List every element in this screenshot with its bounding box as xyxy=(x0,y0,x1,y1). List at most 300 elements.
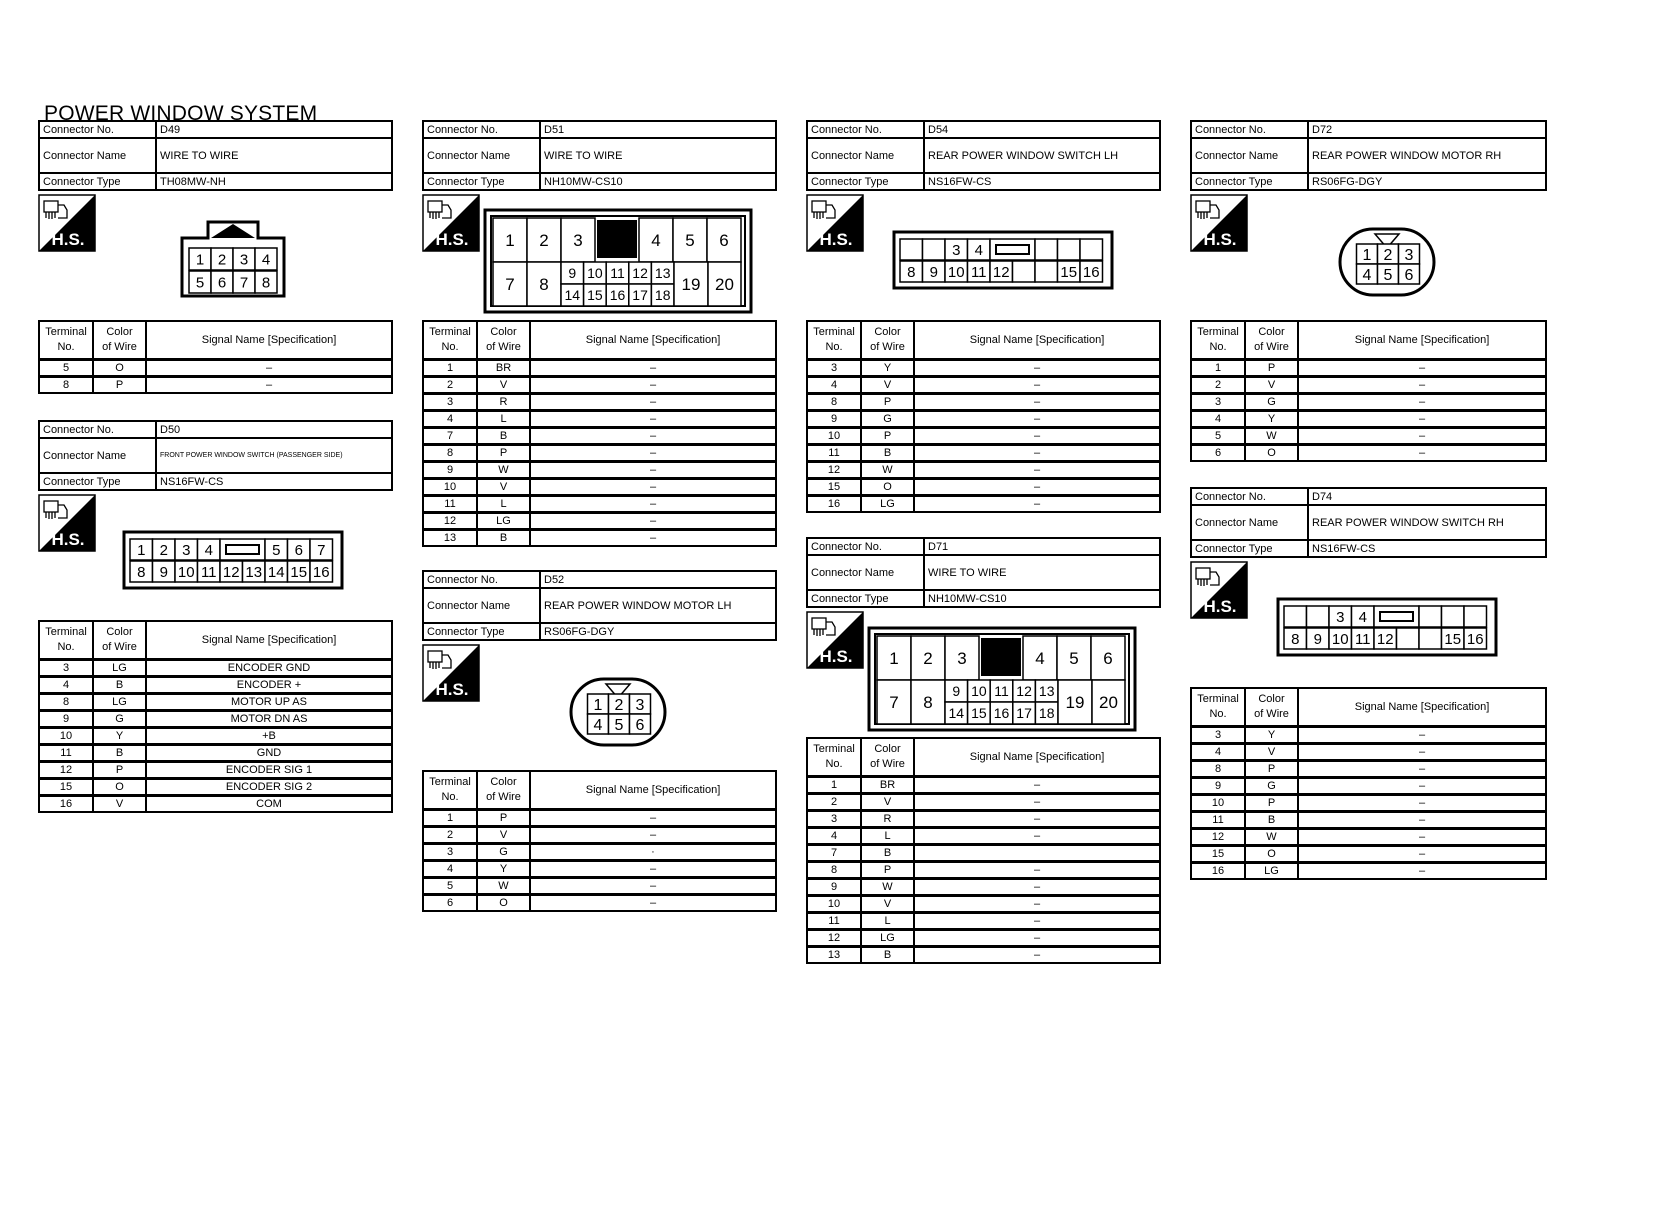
pin-number: 19 xyxy=(681,275,701,295)
pin-number: 14 xyxy=(564,287,581,304)
terminal-no: 10 xyxy=(807,428,861,445)
table-header-row xyxy=(1191,688,1546,727)
signal-name: – xyxy=(1298,795,1546,812)
signal-name-header: Signal Name [Specification] xyxy=(1298,688,1546,727)
connector-type-label: Connector Type xyxy=(39,173,156,190)
pin-number: 11 xyxy=(610,265,625,282)
pin-number: 9 xyxy=(568,265,577,282)
pin-number: 16 xyxy=(993,705,1010,722)
signal-name: – xyxy=(146,360,392,377)
pin-number: 2 xyxy=(1383,246,1393,264)
table-row xyxy=(1191,744,1546,761)
wire-color: Y xyxy=(1245,727,1298,744)
connector-face-D72 xyxy=(1337,226,1437,298)
terminal-no: 2 xyxy=(807,794,861,811)
terminal-no: 8 xyxy=(39,377,93,394)
pin-cavity xyxy=(1035,239,1058,260)
terminal-no: 8 xyxy=(39,694,93,711)
pin-number: 3 xyxy=(1336,608,1345,626)
color-of-wire-header: Color of Wire xyxy=(477,321,530,360)
pin-number: 1 xyxy=(593,696,603,714)
signal-name: ENCODER SIG 2 xyxy=(146,779,392,796)
table-row xyxy=(807,845,1160,862)
table-row xyxy=(1191,445,1546,462)
connector-face-D71 xyxy=(867,626,1137,732)
pin-number: 20 xyxy=(715,275,734,295)
wire-color: P xyxy=(1245,795,1298,812)
terminal-no: 13 xyxy=(423,530,477,547)
signal-name: ENCODER SIG 1 xyxy=(146,762,392,779)
signal-name: – xyxy=(1298,846,1546,863)
color-of-wire-header: Color of Wire xyxy=(1245,321,1298,360)
pin-number: 15 xyxy=(290,563,308,581)
signal-name: – xyxy=(914,828,1160,845)
table-row xyxy=(1191,778,1546,795)
wire-color: P xyxy=(93,762,146,779)
pin-number: 16 xyxy=(1082,263,1100,281)
pin-number: 6 xyxy=(635,716,645,734)
pin-number: 5 xyxy=(614,716,624,734)
terminal-no: 4 xyxy=(1191,744,1245,761)
pin-cavity xyxy=(1307,606,1330,627)
wire-color: O xyxy=(1245,846,1298,863)
pin-number: 16 xyxy=(312,563,330,581)
table-row xyxy=(807,777,1160,794)
terminal-table-D54 xyxy=(806,320,1161,513)
wire-color: G xyxy=(477,844,530,861)
terminal-no-header: Terminal No. xyxy=(1191,688,1245,727)
table-row xyxy=(423,878,776,895)
signal-name: COM xyxy=(146,796,392,813)
terminal-no: 16 xyxy=(39,796,93,813)
connector-face-D50 xyxy=(122,530,344,590)
pin-cavity xyxy=(1419,606,1442,627)
connector-name-value: FRONT POWER WINDOW SWITCH (PASSENGER SIDE) xyxy=(156,438,392,473)
connector-type-label: Connector Type xyxy=(39,473,156,490)
pin-cavity xyxy=(1013,261,1036,282)
pin-number: 11 xyxy=(200,563,217,581)
wire-color: Y xyxy=(861,360,914,377)
pin-number: 9 xyxy=(1313,630,1322,648)
pin-number: 1 xyxy=(889,649,899,669)
terminal-no: 11 xyxy=(423,496,477,513)
terminal-no: 5 xyxy=(39,360,93,377)
signal-name: – xyxy=(914,377,1160,394)
terminal-table-D71 xyxy=(806,737,1161,964)
pin-number: 2 xyxy=(159,541,168,559)
table-row xyxy=(39,728,392,745)
terminal-no: 9 xyxy=(807,411,861,428)
terminal-no: 10 xyxy=(423,479,477,496)
wire-color: V xyxy=(93,796,146,813)
connector-type-value: RS06FG-DGY xyxy=(1308,173,1546,190)
pin-number: 4 xyxy=(1035,649,1045,669)
terminal-no: 12 xyxy=(807,930,861,947)
signal-name-header: Signal Name [Specification] xyxy=(914,321,1160,360)
terminal-no: 1 xyxy=(807,777,861,794)
key-slot xyxy=(226,545,259,554)
wire-color: LG xyxy=(93,694,146,711)
wire-color: LG xyxy=(477,513,530,530)
connector-type-label: Connector Type xyxy=(1191,173,1308,190)
wire-color: LG xyxy=(93,660,146,677)
signal-name: +B xyxy=(146,728,392,745)
connector-header-D52 xyxy=(422,570,777,641)
terminal-no-header: Terminal No. xyxy=(423,321,477,360)
pin-number: 8 xyxy=(923,693,933,713)
table-row xyxy=(807,360,1160,377)
table-row xyxy=(39,745,392,762)
connector-no-value: D49 xyxy=(156,121,392,138)
pin-number: 14 xyxy=(267,563,285,581)
table-header-row xyxy=(423,321,776,360)
signal-name: – xyxy=(914,496,1160,513)
signal-name: – xyxy=(914,394,1160,411)
terminal-no: 7 xyxy=(423,428,477,445)
table-row xyxy=(423,360,776,377)
signal-name: – xyxy=(530,878,776,895)
pin-number: 1 xyxy=(505,231,515,251)
wire-color: P xyxy=(1245,360,1298,377)
signal-name: – xyxy=(530,810,776,827)
terminal-no: 15 xyxy=(807,479,861,496)
color-of-wire-header: Color of Wire xyxy=(93,321,146,360)
terminal-table-D50 xyxy=(38,620,393,813)
pin-number: 11 xyxy=(1354,630,1371,648)
terminal-no: 8 xyxy=(807,862,861,879)
terminal-no: 11 xyxy=(807,913,861,930)
wire-color: V xyxy=(477,377,530,394)
table-row xyxy=(1191,360,1546,377)
signal-name: – xyxy=(914,428,1160,445)
pin-number: 8 xyxy=(907,263,916,281)
terminal-no: 8 xyxy=(423,445,477,462)
terminal-no: 10 xyxy=(807,896,861,913)
terminal-no: 5 xyxy=(423,878,477,895)
table-row xyxy=(1191,761,1546,778)
wire-color: P xyxy=(861,394,914,411)
connector-face-D52 xyxy=(568,676,668,748)
pin-number: 18 xyxy=(654,287,671,304)
terminal-no: 4 xyxy=(423,861,477,878)
pin-number: 3 xyxy=(635,696,645,714)
terminal-no: 13 xyxy=(807,947,861,964)
pin-number: 3 xyxy=(573,231,583,251)
signal-name-header: Signal Name [Specification] xyxy=(530,771,776,810)
wire-color: L xyxy=(477,411,530,428)
wire-color: O xyxy=(477,895,530,912)
pin-number: 12 xyxy=(1016,683,1032,700)
wire-color: G xyxy=(1245,394,1298,411)
pin-cavity xyxy=(1284,606,1307,627)
pin-number: 4 xyxy=(1362,266,1372,284)
connector-type-label: Connector Type xyxy=(807,590,924,607)
connector-no-label: Connector No. xyxy=(1191,121,1308,138)
table-row xyxy=(423,827,776,844)
terminal-no: 12 xyxy=(423,513,477,530)
table-row xyxy=(423,462,776,479)
terminal-no: 16 xyxy=(807,496,861,513)
wire-color: V xyxy=(861,794,914,811)
pin-number: 7 xyxy=(317,541,326,559)
pin-number: 4 xyxy=(1358,608,1367,626)
connector-name-value: WIRE TO WIRE xyxy=(156,138,392,173)
table-row xyxy=(39,660,392,677)
connector-name-value: REAR POWER WINDOW SWITCH RH xyxy=(1308,505,1546,540)
pin-number: 3 xyxy=(952,241,961,259)
table-header-row xyxy=(39,621,392,660)
terminal-no: 4 xyxy=(807,377,861,394)
connector-face-D51 xyxy=(483,208,753,314)
signal-name xyxy=(914,845,1160,862)
wire-color: BR xyxy=(477,360,530,377)
pin-number: 13 xyxy=(245,563,263,581)
terminal-no: 3 xyxy=(1191,394,1245,411)
signal-name-header: Signal Name [Specification] xyxy=(1298,321,1546,360)
signal-name: – xyxy=(530,445,776,462)
table-row xyxy=(39,762,392,779)
pin-cavity xyxy=(1397,628,1420,649)
signal-name: – xyxy=(914,947,1160,964)
wire-color: W xyxy=(477,462,530,479)
table-row xyxy=(423,810,776,827)
pin-number: 10 xyxy=(587,265,603,282)
key-block xyxy=(981,638,1021,676)
wire-color: B xyxy=(1245,812,1298,829)
pin-number: 13 xyxy=(1038,683,1055,700)
connector-no-label: Connector No. xyxy=(39,121,156,138)
table-row xyxy=(1191,846,1546,863)
connector-no-value: D51 xyxy=(540,121,776,138)
table-row xyxy=(1191,727,1546,744)
pin-number: 3 xyxy=(182,541,191,559)
pin-number: 9 xyxy=(929,263,938,281)
color-of-wire-header: Color of Wire xyxy=(93,621,146,660)
signal-name: – xyxy=(1298,778,1546,795)
pin-number: 5 xyxy=(272,541,281,559)
signal-name: – xyxy=(1298,377,1546,394)
table-row xyxy=(39,796,392,813)
terminal-no: 12 xyxy=(1191,829,1245,846)
pin-number: 18 xyxy=(1038,705,1055,722)
harness-side-icon xyxy=(422,644,480,702)
signal-name: – xyxy=(146,377,392,394)
pin-number: 13 xyxy=(654,265,671,282)
connector-name-value: REAR POWER WINDOW SWITCH LH xyxy=(924,138,1160,173)
wire-color: W xyxy=(477,878,530,895)
signal-name: ENCODER + xyxy=(146,677,392,694)
terminal-no: 10 xyxy=(1191,795,1245,812)
table-row xyxy=(423,844,776,861)
pin-cavity xyxy=(900,239,923,260)
pin-number: 1 xyxy=(1362,246,1372,264)
pin-number: 2 xyxy=(923,649,933,669)
pin-number: 10 xyxy=(177,563,195,581)
pin-number: 5 xyxy=(195,274,205,292)
signal-name: GND xyxy=(146,745,392,762)
wire-color: B xyxy=(477,530,530,547)
wire-color: Y xyxy=(1245,411,1298,428)
signal-name: MOTOR DN AS xyxy=(146,711,392,728)
pin-number: 8 xyxy=(261,274,271,292)
connector-face-D54 xyxy=(892,230,1114,290)
terminal-no: 4 xyxy=(1191,411,1245,428)
table-row xyxy=(39,711,392,728)
wire-color: LG xyxy=(861,930,914,947)
terminal-no: 2 xyxy=(423,377,477,394)
signal-name: – xyxy=(914,445,1160,462)
page-title: POWER WINDOW SYSTEM xyxy=(44,102,318,125)
pin-number: 12 xyxy=(992,263,1010,281)
connector-type-value: NS16FW-CS xyxy=(924,173,1160,190)
signal-name: – xyxy=(1298,360,1546,377)
signal-name: – xyxy=(914,930,1160,947)
connector-name-label: Connector Name xyxy=(423,588,540,623)
table-row xyxy=(807,428,1160,445)
pin-number: 3 xyxy=(957,649,967,669)
signal-name: – xyxy=(530,394,776,411)
pin-number: 8 xyxy=(1291,630,1300,648)
signal-name: – xyxy=(530,479,776,496)
connector-header-D50 xyxy=(38,420,393,491)
table-row xyxy=(807,496,1160,513)
signal-name: – xyxy=(530,496,776,513)
pin-cavity xyxy=(1080,239,1103,260)
terminal-no: 5 xyxy=(1191,428,1245,445)
table-row xyxy=(423,530,776,547)
table-row xyxy=(423,411,776,428)
table-row xyxy=(423,377,776,394)
connector-header-D71 xyxy=(806,537,1161,608)
terminal-no: 8 xyxy=(807,394,861,411)
table-row xyxy=(1191,411,1546,428)
wire-color: Y xyxy=(93,728,146,745)
terminal-no: 11 xyxy=(1191,812,1245,829)
terminal-no: 3 xyxy=(1191,727,1245,744)
terminal-no-header: Terminal No. xyxy=(1191,321,1245,360)
table-row xyxy=(39,360,392,377)
pin-number: 17 xyxy=(1016,705,1032,722)
pin-number: 6 xyxy=(294,541,303,559)
color-of-wire-header: Color of Wire xyxy=(861,738,914,777)
pin-number: 12 xyxy=(222,563,240,581)
wire-color: O xyxy=(93,360,146,377)
terminal-table-D52 xyxy=(422,770,777,912)
connector-type-value: NH10MW-CS10 xyxy=(924,590,1160,607)
connector-name-value: WIRE TO WIRE xyxy=(924,555,1160,590)
color-of-wire-header: Color of Wire xyxy=(861,321,914,360)
pin-number: 4 xyxy=(204,541,213,559)
pin-number: 15 xyxy=(971,705,987,722)
wire-color: V xyxy=(1245,377,1298,394)
wire-color: B xyxy=(861,845,914,862)
signal-name-header: Signal Name [Specification] xyxy=(146,321,392,360)
table-row xyxy=(807,879,1160,896)
wire-color: BR xyxy=(861,777,914,794)
color-of-wire-header: Color of Wire xyxy=(477,771,530,810)
connector-type-label: Connector Type xyxy=(423,173,540,190)
terminal-no: 6 xyxy=(1191,445,1245,462)
pin-number: 6 xyxy=(217,274,227,292)
pin-number: 12 xyxy=(1376,630,1394,648)
signal-name: – xyxy=(530,377,776,394)
connector-name-label: Connector Name xyxy=(807,555,924,590)
pin-number: 12 xyxy=(632,265,648,282)
wire-color: B xyxy=(861,445,914,462)
terminal-no-header: Terminal No. xyxy=(423,771,477,810)
pin-number: 4 xyxy=(974,241,983,259)
pin-number: 10 xyxy=(1331,630,1349,648)
terminal-no: 3 xyxy=(423,394,477,411)
signal-name: – xyxy=(1298,761,1546,778)
signal-name: · xyxy=(530,844,776,861)
connector-type-label: Connector Type xyxy=(807,173,924,190)
signal-name: – xyxy=(914,794,1160,811)
table-row xyxy=(423,479,776,496)
pin-number: 1 xyxy=(195,251,205,269)
table-row xyxy=(39,677,392,694)
harness-side-icon xyxy=(1190,561,1248,619)
table-row xyxy=(807,947,1160,964)
pin-number: 8 xyxy=(539,275,549,295)
pin-number: 2 xyxy=(539,231,549,251)
table-header-row xyxy=(807,321,1160,360)
table-row xyxy=(807,411,1160,428)
pin-number: 7 xyxy=(239,274,249,292)
pin-number: 2 xyxy=(614,696,624,714)
terminal-no: 15 xyxy=(1191,846,1245,863)
wire-color: L xyxy=(861,828,914,845)
terminal-no-header: Terminal No. xyxy=(807,738,861,777)
signal-name: – xyxy=(1298,812,1546,829)
wire-color: L xyxy=(477,496,530,513)
connector-type-label: Connector Type xyxy=(423,623,540,640)
table-row xyxy=(807,862,1160,879)
pin-number: 4 xyxy=(593,716,603,734)
connector-no-value: D74 xyxy=(1308,488,1546,505)
pin-number: 17 xyxy=(632,287,648,304)
table-row xyxy=(1191,377,1546,394)
signal-name: ENCODER GND xyxy=(146,660,392,677)
harness-side-icon xyxy=(1190,194,1248,252)
terminal-no: 2 xyxy=(423,827,477,844)
table-row xyxy=(423,861,776,878)
pin-number: 6 xyxy=(1404,266,1414,284)
table-row xyxy=(1191,394,1546,411)
terminal-no: 9 xyxy=(423,462,477,479)
signal-name: – xyxy=(1298,394,1546,411)
pin-number: 2 xyxy=(217,251,227,269)
signal-name: – xyxy=(914,811,1160,828)
pin-number: 9 xyxy=(159,563,168,581)
terminal-no: 9 xyxy=(1191,778,1245,795)
table-row xyxy=(807,913,1160,930)
signal-name: – xyxy=(1298,428,1546,445)
table-row xyxy=(807,930,1160,947)
wire-color: P xyxy=(93,377,146,394)
signal-name: – xyxy=(1298,411,1546,428)
pin-number: 5 xyxy=(1383,266,1393,284)
terminal-no: 1 xyxy=(423,360,477,377)
terminal-no: 12 xyxy=(39,762,93,779)
terminal-table-D51 xyxy=(422,320,777,547)
wire-color: G xyxy=(1245,778,1298,795)
terminal-no-header: Terminal No. xyxy=(807,321,861,360)
terminal-no: 3 xyxy=(423,844,477,861)
wire-color: G xyxy=(861,411,914,428)
terminal-no: 11 xyxy=(39,745,93,762)
terminal-no: 4 xyxy=(39,677,93,694)
